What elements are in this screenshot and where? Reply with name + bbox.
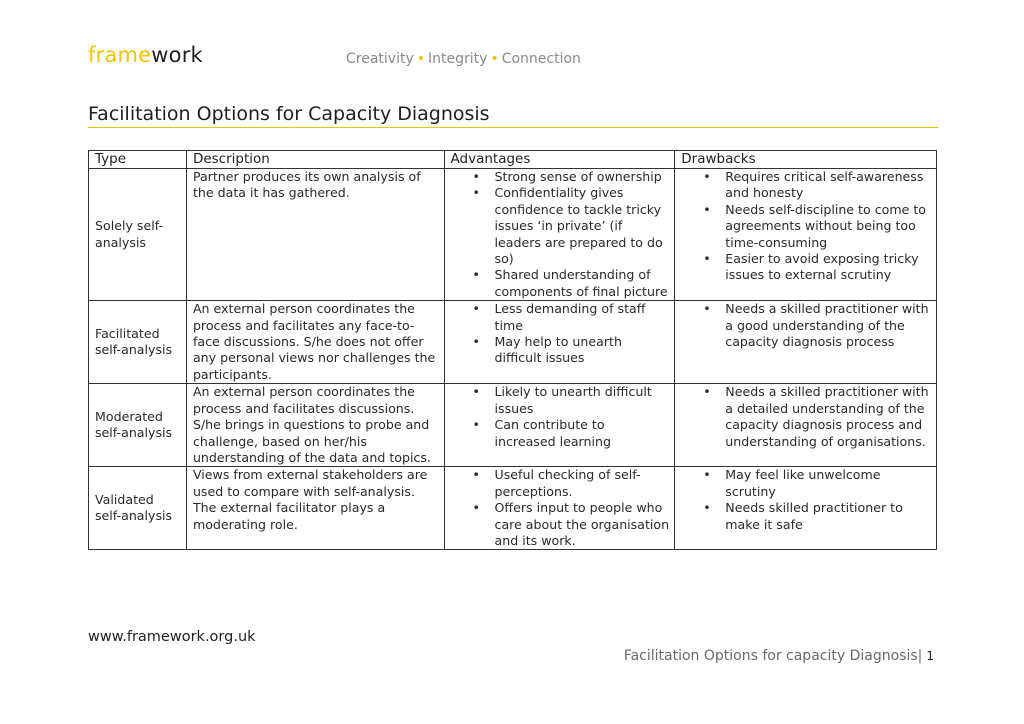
advantage-item: • Shared understanding of components of final picture [495,267,670,300]
separator-dot-icon: • [490,51,499,67]
drawback-item: • May feel like unwelcome scrutiny [725,467,931,500]
drawbacks-cell [675,384,937,467]
logo-frame: frame [88,43,152,67]
table-row [89,301,937,384]
tagline [346,51,581,67]
page-title: Facilitation Options for Capacity Diagnosis [88,103,490,125]
advantages-cell [444,169,675,301]
table-row [89,384,937,467]
drawback-item: • Needs skilled practitioner to make it safe [725,500,931,533]
logo-work: work [151,43,203,67]
drawback-item: • Easier to avoid exposing tricky issues to external scrutiny [725,251,931,284]
advantage-item: • Strong sense of ownership [495,169,670,185]
description-cell: An external person coordinates the process and facilitates discussions. S/he brings in questions to probe and challenge, based on her/his understanding of the data and topics. [186,384,444,467]
page-number: 1 [926,649,934,663]
drawbacks-cell [675,301,937,384]
tagline-word: Connection [501,51,581,67]
separator-dot-icon: • [416,51,426,67]
column-header-description: Description [186,151,444,169]
drawback-item: • Needs self-discipline to come to agreements without being too time-consuming [725,202,931,251]
drawbacks-cell [675,169,937,301]
tagline-word: Integrity [428,51,488,67]
type-cell: Validated self-analysis [89,467,187,550]
type-cell: Solely self-analysis [89,169,187,301]
column-header-drawbacks: Drawbacks [675,151,937,169]
description-cell: An external person coordinates the process and facilitates any face-to-face discussions. S/he does not offer any personal views nor challenges the participants. [186,301,444,384]
advantage-item: • Confidentiality gives confidence to tackle tricky issues ‘in private’ (if leaders are prepared to do so) [495,185,670,267]
tagline-word: Creativity [346,51,414,67]
table-header-row [89,151,937,169]
table-row [89,169,937,301]
advantage-item: • Likely to unearth difficult issues [495,384,670,417]
description-cell: Partner produces its own analysis of the data it has gathered. [186,169,444,301]
title-divider [88,127,938,128]
advantages-cell [444,384,675,467]
advantage-item: • Can contribute to increased learning [495,417,670,450]
drawback-item: • Needs a skilled practitioner with a good understanding of the capacity diagnosis process [725,301,931,350]
table-row [89,467,937,550]
advantages-cell [444,301,675,384]
facilitation-options-table [88,150,937,550]
description-cell: Views from external stakeholders are used to compare with self-analysis. The external facilitator plays a moderating role. [186,467,444,550]
advantage-item: • Less demanding of staff time [495,301,670,334]
footer-document-label [624,648,934,664]
column-header-advantages: Advantages [444,151,675,169]
advantage-item: • May help to unearth difficult issues [495,334,670,367]
website-link[interactable]: www.framework.org.uk [88,629,256,645]
footer-doc-name: Facilitation Options for capacity Diagnosis| [623,648,923,664]
framework-logo [88,43,203,67]
drawback-item: • Requires critical self-awareness and honesty [725,169,931,202]
drawback-item: • Needs a skilled practitioner with a detailed understanding of the capacity diagnosis process and understanding of organisations. [725,384,931,450]
advantages-cell [444,467,675,550]
type-cell: Moderated self-analysis [89,384,187,467]
advantage-item: • Offers input to people who care about the organisation and its work. [495,500,670,549]
advantage-item: • Useful checking of self-perceptions. [495,467,670,500]
column-header-type: Type [89,151,187,169]
type-cell: Facilitated self-analysis [89,301,187,384]
drawbacks-cell [675,467,937,550]
